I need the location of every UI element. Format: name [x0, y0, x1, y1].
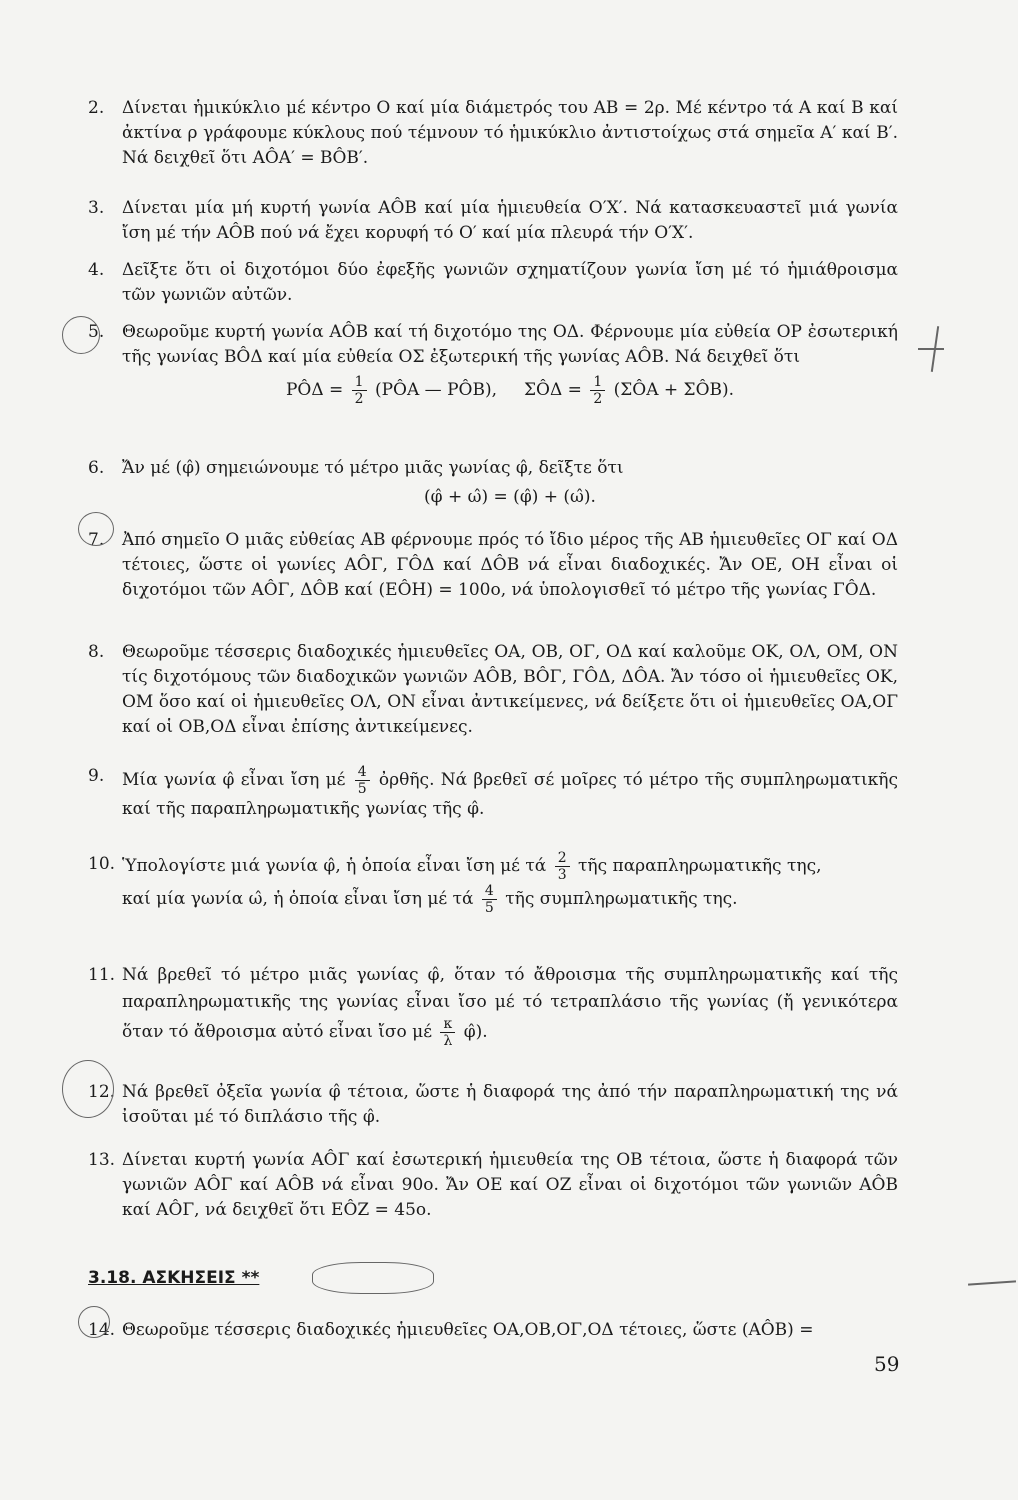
exercise-number: 4.	[88, 260, 105, 280]
exercise-number: 14.	[88, 1320, 116, 1340]
exercise-number: 11.	[88, 965, 116, 985]
exercise-12	[88, 1080, 898, 1130]
exercise-text: Ἀπό σημεῖο Ο μιᾶς εὐθείας ΑΒ φέρνουμε πρός τό ἴδιο μέρος τῆς ΑΒ ἡμιευθεῖες ΟΓ καί ΟΔ τέτοιες, ὥστε οἱ γωνίες ΑÔΓ, ΓÔΔ καί ΔÔΒ νά εἶναι διαδοχικές. Ἄν ΟΕ, ΟΗ εἶναι οἱ διχοτόμοι τῶν ΑÔΓ, ΔÔΒ καί (ΕÔΗ) = 100ο, νά ὑπολογισθεῖ τό μέτρο τῆς γωνίας ΓÔΔ.	[122, 530, 898, 600]
exercise-8	[88, 640, 898, 740]
exercise-10	[88, 850, 898, 916]
exercise-number: 6.	[88, 458, 105, 478]
exercise-text: Θεωροῦμε τέσσερις διαδοχικές ἡμιευθεῖες ΟΑ, ΟΒ, ΟΓ, ΟΔ καί καλοῦμε ΟΚ, ΟΛ, ΟΜ, ΟΝ τίς διχοτόμους τῶν διαδοχικῶν γωνιῶν ΑÔΒ, ΒÔΓ, ΓÔΔ, ΔÔΑ. Ἄν τόσο οἱ ἡμιευθεῖες ΟΚ, ΟΜ ὅσο καί οἱ ἡμιευθεῖες ΟΛ, ΟΝ εἶναι ἀντικείμενες, νά δείξετε ὅτι οἱ ἡμιευθεῖες ΟΑ,ΟΓ καί οἱ ΟΒ,ΟΔ εἶναι ἐπίσης ἀντικείμενες.	[122, 642, 898, 737]
exercise-number: 7.	[88, 530, 105, 550]
formula: (φ̂ + ω̂) = (φ̂) + (ω̂).	[424, 487, 596, 507]
formula-part: ΣÔΔ =	[524, 380, 582, 400]
exercise-text: Δεῖξτε ὅτι οἱ διχοτόμοι δύο ἐφεξῆς γωνιῶν σχηματίζουν γωνία ἴση μέ τό ἡμιάθροισμα τῶν γωνιῶν αὐτῶν.	[122, 260, 898, 305]
exercise-number: 5.	[88, 322, 105, 342]
numerator: κ	[440, 1016, 455, 1033]
exercise-text	[122, 850, 898, 916]
exercise-14	[88, 1318, 898, 1343]
formula	[122, 374, 898, 407]
denominator: λ	[443, 1033, 453, 1049]
exercise-number: 12.	[88, 1082, 116, 1102]
exercise-text: Θεωροῦμε τέσσερις διαδοχικές ἡμιευθεῖες ΟΑ,ΟΒ,ΟΓ,ΟΔ τέτοιες, ὥστε (ΑÔΒ) =	[122, 1320, 814, 1340]
text-part: φ̂).	[463, 1022, 488, 1042]
text-part: ὀρθῆς. Νά βρεθεῖ σέ μοῖρες τό μέτρο τῆς συμπληρωματικῆς καί τῆς παραπληρωματικῆς γωνίας τῆς φ̂.	[122, 770, 898, 819]
text-part: τῆς παραπληρωματικῆς της,	[578, 856, 822, 876]
exercise-6	[88, 456, 898, 514]
numerator: 1	[590, 374, 605, 391]
exercise-3	[88, 196, 898, 246]
denominator: 5	[357, 781, 367, 797]
text-part: Μία γωνία φ̂ εἶναι ἴση μέ	[122, 770, 346, 790]
exercise-text	[122, 764, 898, 822]
exercise-text: Δίνεται ἡμικύκλιο μέ κέντρο Ο καί μία διάμετρός του ΑΒ = 2ρ. Μέ κέντρο τά Α καί Β καί ἀκτίνα ρ γράφουμε κύκλους πού τέμνουν τό ἡμικύκλιο ἀντιστοίχως στά σημεῖα Α′ καί Β′. Νά δειχθεῖ ὅτι ΑÔΑ′ = ΒÔΒ′.	[122, 98, 898, 168]
numerator: 2	[555, 850, 570, 867]
exercise-text: Θεωροῦμε κυρτή γωνία ΑÔΒ καί τή διχοτόμο της ΟΔ. Φέρνουμε μία εὐθεία ΟΡ ἐσωτερική τῆς γωνίας ΒÔΔ καί μία εὐθεία ΟΣ ἐξωτερική τῆς γωνίας ΑÔΒ. Νά δειχθεῖ ὅτι	[122, 322, 898, 367]
text-part: Ὑπολογίστε μιά γωνία φ̂, ἡ ὁποία εἶναι ἴση μέ τά	[122, 856, 547, 876]
fraction	[482, 883, 497, 916]
fraction	[555, 850, 570, 883]
fraction	[352, 374, 367, 407]
exercise-9	[88, 764, 898, 822]
exercise-4	[88, 258, 898, 308]
page-number: 59	[874, 1352, 900, 1376]
exercise-5	[88, 320, 898, 411]
fraction	[590, 374, 605, 407]
exercise-number: 10.	[88, 854, 116, 874]
numerator: 4	[482, 883, 497, 900]
pencil-circle-mark	[62, 316, 100, 354]
formula-part: (ΡÔΑ — ΡÔΒ),	[374, 380, 497, 400]
fraction	[355, 764, 370, 797]
fraction	[440, 1016, 455, 1049]
denominator: 2	[354, 391, 364, 407]
section-title: 3.18. ΑΣΚΗΣΕΙΣ **	[88, 1268, 260, 1288]
denominator: 2	[593, 391, 603, 407]
exercise-number: 2.	[88, 98, 105, 118]
exercise-11	[88, 962, 898, 1049]
numerator: 1	[352, 374, 367, 391]
exercise-number: 9.	[88, 766, 105, 786]
text-part: τῆς συμπληρωματικῆς της.	[505, 889, 738, 909]
denominator: 5	[484, 900, 494, 916]
exercise-text: Ἄν μέ (φ̂) σημειώνουμε τό μέτρο μιᾶς γωνίας φ̂, δεῖξτε ὅτι	[122, 458, 624, 478]
pencil-cross-mark	[918, 348, 944, 350]
pencil-circle-mark	[62, 1060, 114, 1118]
exercise-text	[122, 962, 898, 1049]
exercise-number: 8.	[88, 642, 105, 662]
exercise-number: 13.	[88, 1150, 116, 1170]
pencil-stroke-mark	[968, 1280, 1016, 1285]
exercise-13	[88, 1148, 898, 1223]
exercise-text: Δίνεται μία μή κυρτή γωνία ΑÔΒ καί μία ἡμιευθεία Ο′Χ′. Νά κατασκευαστεῖ μιά γωνία ἴση μέ τήν ΑÔΒ πού νά ἔχει κορυφή τό Ο′ καί μία πλευρά τήν Ο′Χ′.	[122, 198, 898, 243]
numerator: 4	[355, 764, 370, 781]
pencil-circle-mark	[78, 512, 114, 546]
exercise-text: Δίνεται κυρτή γωνία ΑÔΓ καί ἐσωτερική ἡμιευθεία της ΟΒ τέτοια, ὥστε ἡ διαφορά τῶν γωνιῶν ΑÔΓ καί ΑÔΒ νά εἶναι 90ο. Ἄν ΟΕ καί ΟΖ εἶναι οἱ διχοτόμοι τῶν γωνιῶν ΑÔΒ καί ΑÔΓ, νά δειχθεῖ ὅτι ΕÔΖ = 45ο.	[122, 1150, 898, 1220]
formula-part: ΡÔΔ =	[285, 380, 344, 400]
text-part: Νά βρεθεῖ τό μέτρο μιᾶς γωνίας φ̂, ὅταν τό ἄθροισμα τῆς συμπληρωματικῆς καί τῆς παραπληρωματικῆς της γωνίας εἶναι ἴσο μέ τό τετραπλάσιο τῆς γωνίας (ἤ γενικότερα ὅταν τό ἄθροισμα αὐτό εἶναι ἴσο μέ	[122, 965, 898, 1042]
pencil-circle-mark	[78, 1306, 110, 1338]
denominator: 3	[557, 867, 567, 883]
pencil-scribble-mark	[312, 1262, 434, 1294]
text-part: καί μία γωνία ω̂, ἡ ὁποία εἶναι ἴση μέ τά	[122, 889, 474, 909]
exercise-2	[88, 96, 898, 171]
exercise-text: Νά βρεθεῖ ὀξεῖα γωνία φ̂ τέτοια, ὥστε ἡ διαφορά της ἀπό τήν παραπληρωματική της νά ἰσοῦται μέ τό διπλάσιο τῆς φ̂.	[122, 1082, 898, 1127]
formula-part: (ΣÔΑ + ΣÔΒ).	[613, 380, 735, 400]
exercise-7	[88, 528, 898, 603]
exercise-number: 3.	[88, 198, 105, 218]
